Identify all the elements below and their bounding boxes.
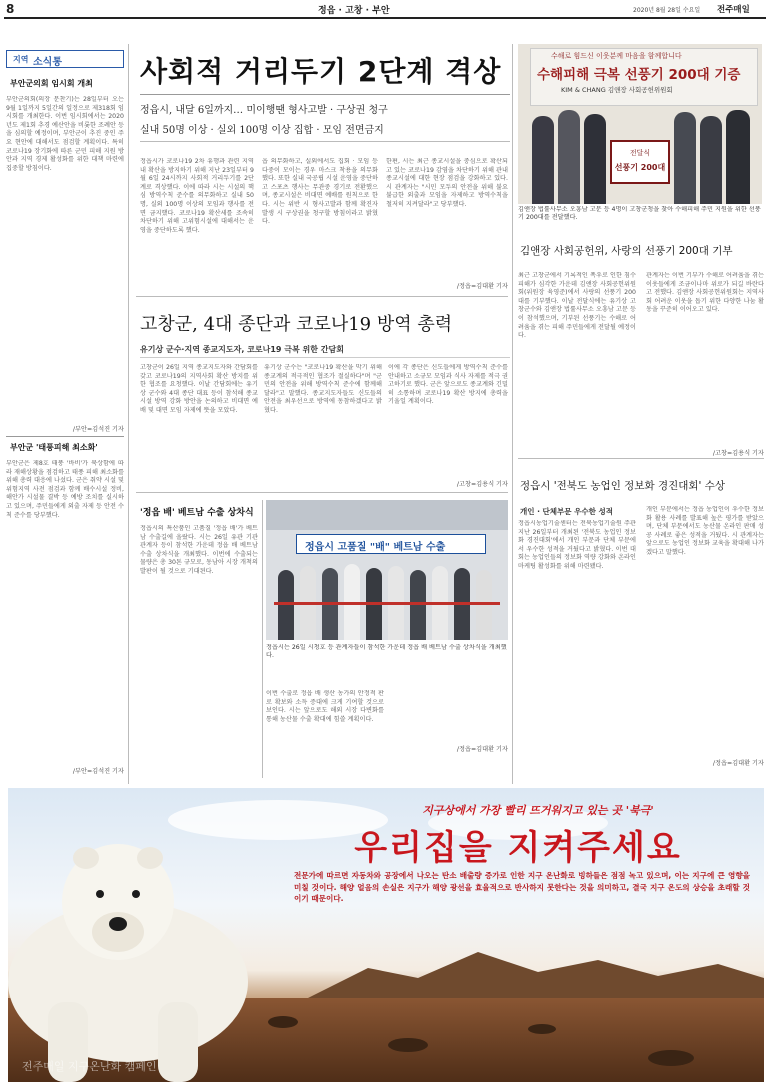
main-subhead-rule [140,141,510,142]
gochang-rule-top [136,296,508,297]
ad-banner [8,788,764,1082]
header-rule [4,17,766,19]
main-headline-rule [140,94,510,95]
sidebar-item-2-title: 부안군 '태풍피해 최소화' [10,443,98,452]
export-headline: '정읍 배' 베트남 수출 상차식 [140,508,254,518]
donation-board-text-1: 전달식 [629,149,651,157]
ad-mountains [308,938,764,998]
award-label: 개인 · 단체부문 우수한 성적 [520,507,613,516]
column-separator-right [512,44,513,784]
award-byline: /정읍=김대환 기자 [712,760,764,767]
donation-banner-sub: KIM & CHANG 김앤장 사회공헌위원회 [561,86,673,94]
export-photo-banner-text: 정읍시 고품질 "배" 베트남 수출 [305,542,446,553]
award-headline: 정읍시 '전북도 농업인 정보화 경진대회' 수상 [520,480,726,492]
main-subhead-1: 정읍시, 내달 6일까지… 미이행땐 형사고발 · 구상권 청구 [140,105,388,116]
sidebar [6,50,124,778]
ad-body: 전문가에 따르면 자동차와 공장에서 나오는 탄소 배출량 증가로 인한 지구 온난화로 빙하들은 점점 녹고 있으며, 이는 지구에 큰 영향을 미칠 것이다. 해양 얼음의 손실은 지구가 해양 광선을 효율적으로 반사하지 못한다는 것을 의미하고, 결국 지구 온도의 상승을 초래할 것이기 때문이다. [294,871,750,903]
page-number: 8 [6,2,15,16]
donation-body-col-1: 최근 고창군에서 기록적인 폭우로 인한 침수피해가 심각한 가운데 김앤장 사회공헌위원회(위원장 육영준)에서 사랑의 선풍기 200대를 기부했다. 이날 전달식에는 유기상 고창군수와 김앤장 법률사무소 오흥남 고문 등이 참석했으며, 기부된 선풍기는 수해로 어려움을 겪는 피해 주민들에게 전달될 예정이다. [518,272,636,340]
donation-body-col-2: 관계자는 이번 기부가 수해로 어려움을 겪는 이웃들에게 조금이나마 위로가 되길 바란다고 전했다. 김앤장 사회공헌위원회는 지역사회 어려운 이웃을 돕기 위한 다양한 나눔 활동을 꾸준히 이어오고 있다. [646,272,764,314]
sidebar-item-2-byline: /부안=김석진 기자 [72,768,124,775]
sidebar-divider [6,436,124,437]
export-separator [262,500,263,778]
main-headline: 사회적 거리두기 2단계 격상 [140,55,502,88]
main-body-col-1: 정읍시가 코로나19 2차 유행과 관련 지역 내 확산을 방지하기 위해 지난 23일부터 9월 6일 24시까지 사회적 거리두기를 2단계로 격상했다. 이에 따라 시는 시설의 핵심 방역수칙 준수를 의무화하고 실내 50명, 실외 100명 이상의 모임과 행사를 전면 금지했다. 코로나19 확산세를 조속히 차단하기 위해 고위험시설에 대해서는 운영을 중단하도록 했다. [140,158,254,234]
donation-caption: 김앤장 법률사무소 오흥남 고문 등 4명이 고창군청을 찾아 수해피해 주민 지원을 위한 선풍기 200대를 전달했다. [518,206,761,222]
donation-headline: 김앤장 사회공헌위, 사랑의 선풍기 200대 기부 [520,245,733,257]
sidebar-item-1-byline: /부안=김석진 기자 [72,426,124,433]
donation-photo [518,44,762,204]
export-body-col-2: 이번 수출로 정읍 배 생산 농가의 안정적 판로 확보와 소득 증대에 크게 기여할 것으로 보인다. 시는 앞으로도 해외 시장 다변화를 통해 농산물 수출 확대에 힘쓸 계획이다. [266,690,384,723]
export-photo [266,500,508,640]
gochang-subhead-rule [140,357,510,358]
ad-headline: 우리집을 지켜주세요 [354,828,682,868]
export-body-col-1: 정읍시의 특산품인 고품질 '정읍 배'가 베트남 수출길에 올랐다. 시는 26일 유관 기관 관계자 등이 참석한 가운데 정읍 배 베트남 수출 상차식을 개최했다. 이번에 수출되는 물량은 총 30톤 규모로, 동남아 시장 개척의 발판이 될 것으로 기대된다. [140,525,258,575]
donation-board [610,140,670,184]
donation-banner-top: 수해로 힘드신 이웃분께 마음을 함께합니다 [551,52,682,60]
donation-byline: /고창=김용식 기자 [712,450,764,457]
sidebar-label-region: 지역 [13,55,29,64]
gochang-rule-bottom [136,492,508,493]
section-title: 정읍 · 고창 · 부안 [318,6,390,16]
export-photo-banner [296,534,486,554]
right-divider-1 [518,458,764,459]
donation-banner [530,48,758,106]
gochang-subhead: 유기상 군수·지역 종교지도자, 코로나19 극복 위한 간담회 [140,345,344,354]
gochang-body-col-1: 고창군이 26일 지역 종교지도자와 간담회를 갖고 코로나19의 지역사회 확산 방지를 위한 협조를 요청했다. 이날 간담회에는 유기상 군수와 4대 종단 대표 등이 참석해 종교시설 방역 강화 방안을 논의하고 비대면 예배 및 대면 모임 자제에 뜻을 모았다. [140,364,258,414]
gochang-body-col-2: 유기상 군수는 "코로나19 확산을 막기 위해 종교계의 적극적인 협조가 절실하다"며 "군민의 안전을 위해 방역수칙 준수에 함께해 달라"고 말했다. 종교지도자들도 신도들의 안전을 최우선으로 방역에 동참하겠다고 밝혔다. [264,364,382,414]
gochang-body-col-3: 이에 각 종단은 신도들에게 방역수칙 준수를 안내하고 소규모 모임과 식사 자제를 적극 권고하기로 했다. 군은 앞으로도 종교계와 긴밀히 소통하며 코로나19 확산 방지에 총력을 기울일 계획이다. [388,364,508,406]
sidebar-item-2-body: 부안군은 제8호 태풍 '바비'가 북상함에 따라 재해상황을 점검하고 태풍 피해 최소화를 위해 총력 대응에 나섰다. 군은 취약 시설 및 위험지역 사전 점검과 함께 배수시설 정비, 해안가 시설물 결박 등 예방 조치를 실시하고 있으며, 주민들에게 외출 자제 등 안전 수칙 준수를 당부했다. [6,460,124,519]
sidebar-separator [128,44,129,784]
main-subhead-2: 실내 50명 이상 · 실외 100명 이상 집합 · 모임 전면금지 [140,125,384,136]
sidebar-label-title: 소식통 [33,57,62,68]
gochang-headline: 고창군, 4대 종단과 코로나19 방역 총력 [140,314,453,335]
main-byline: /정읍=김대환 기자 [456,283,508,290]
ad-watermark: 전주매일 지구온난화 캠페인 [22,1060,157,1073]
main-body-col-3: 한편, 시는 최근 종교시설을 중심으로 확산되고 있는 코로나19 감염을 차단하기 위해 관내 종교시설에 대한 현장 점검을 강화하고 있다. 시 관계자는 "시민 모두의 안전을 위해 불요불급한 외출과 모임을 자제하고 방역수칙을 철저히 지켜달라"고 당부했다. [386,158,508,208]
ad-tagline: 지구상에서 가장 빨리 뜨거워지고 있는 곳 '북극' [422,804,654,817]
polar-bear-illustration [8,832,268,1082]
export-caption: 정읍시는 26일 시청호 등 관계자들이 참석한 가운데 정읍 배 베트남 수출 상차식을 개최했다. [266,644,507,660]
sidebar-label-box [6,50,124,68]
main-body-col-2: 읍 의무화하고, 실외에서도 집회 · 모임 등 다중이 모이는 경우 마스크 착용을 의무화했다. 또한 실내 국공립 시설 운영을 중단하고 스포츠 행사는 무관중 경기로 전환했으며, 종교시설은 비대면 예배를 원칙으로 한다. 시는 위반 시 형사고발과 함께 확진자 발생 시 구상권을 청구할 방침이라고 밝혔다. [262,158,378,226]
sidebar-item-1-body: 부안군의회(의장 문찬기)는 28일부터 오는 9월 1일까지 5일간의 일정으로 제318회 임시회를 개최한다. 이번 임시회에서는 2020년도 제1회 추경 예산안을 비롯한 조례안 등을 심의할 예정이며, 부안군이 추진 중인 주요 현안에 대해서도 점검할 계획이다. 특히 코로나19 장기화에 따른 군민 피해 지원 방안과 지역 경제 활성화를 위한 대책 마련에 집중할 방침이다. [6,96,124,172]
donation-banner-main: 수해피해 극복 선풍기 200대 기증 [537,67,741,83]
donation-board-text-2: 선풍기 200대 [614,163,666,172]
award-body-col-2: 개인 부문에서는 정읍 농업인이 우수한 정보화 활용 사례를 발표해 높은 평가를 받았으며, 단체 부문에서도 농산물 온라인 판매 성공 사례로 좋은 성적을 거뒀다. 시 관계자는 앞으로도 농업인 정보화 교육을 확대해 나가겠다고 말했다. [646,506,764,556]
paper-name: 전주매일 [717,5,750,15]
gochang-byline: /고창=김용식 기자 [456,481,508,488]
page-header [0,0,770,18]
sidebar-item-1-title: 부안군의회 임시회 개최 [10,79,93,88]
issue-date: 2020년 8월 28일 수요일 [633,7,701,14]
export-byline: /정읍=김대환 기자 [456,746,508,753]
award-body-col-1: 정읍시농업기술센터는 전북농업기술원 주관 지난 26일부터 개최된 '전북도 농업인 정보화 경진대회'에서 개인 부문과 단체 부문에서 우수한 성적을 거뒀다고 밝혔다. 이번 대회는 농업인들의 정보화 역량 강화와 온라인 마케팅 활성화를 위해 마련됐다. [518,520,636,570]
